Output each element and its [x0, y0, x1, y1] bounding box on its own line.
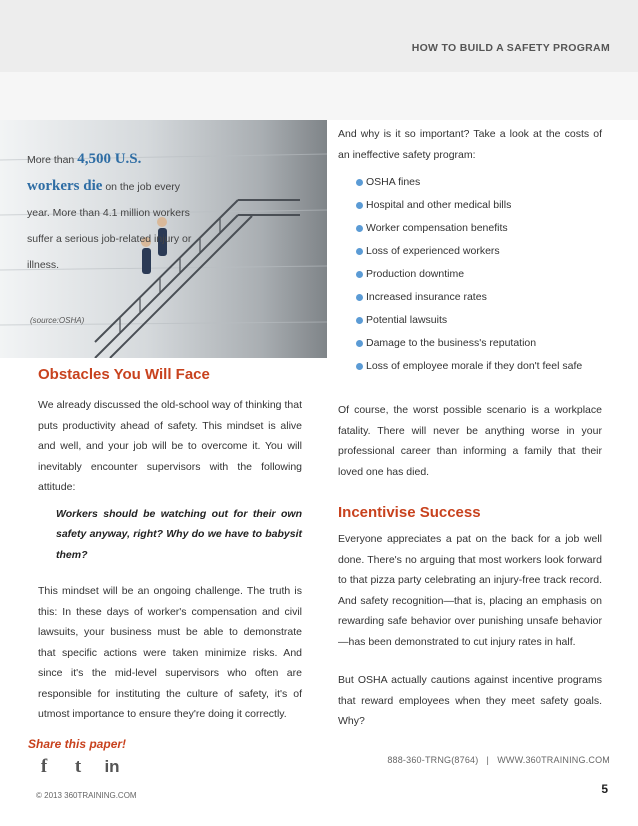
running-header: HOW TO BUILD A SAFETY PROGRAM — [411, 42, 610, 54]
bullet-icon — [356, 248, 363, 255]
incentive-paragraph-1: Everyone appreciates a pat on the back for a job well done. There's no arguing that most workers look forward to that pizza party celebrating an injury-free track record. And safety recognition—that is, placing an emphasis on rewarding safe behavior over punishing unsafe behavior—has been demonstrated to cut injury rates in half. — [338, 533, 602, 648]
linkedin-icon[interactable]: in — [104, 757, 120, 776]
hero-text-rest: on the job every year. More than 4.1 million workers suffer a serious job-related injury or illness. — [27, 181, 192, 271]
hero-text-lead: More than — [27, 154, 78, 166]
facebook-icon[interactable]: f — [40, 756, 48, 777]
hero-image — [0, 120, 327, 358]
list-item: Worker compensation benefits — [338, 217, 602, 240]
bullet-icon — [356, 202, 363, 209]
social-links — [30, 755, 126, 779]
hero-highlight-phrase: workers die — [27, 178, 103, 194]
costs-list — [338, 171, 602, 378]
bullet-icon — [356, 179, 363, 186]
right-column — [338, 124, 602, 732]
bullet-icon — [356, 340, 363, 347]
hero-highlight-number: 4,500 U.S. — [77, 151, 142, 167]
page-number: 5 — [601, 782, 608, 796]
list-item: Hospital and other medical bills — [338, 194, 602, 217]
costs-intro: And why is it so important? Take a look at the costs of an ineffective safety program: — [338, 128, 602, 161]
bullet-icon — [356, 271, 363, 278]
bullet-icon — [356, 363, 363, 370]
heading-incentivise: Incentivise Success — [338, 504, 481, 521]
list-item: Damage to the business's reputation — [338, 332, 602, 355]
hero-statistic — [27, 146, 197, 278]
supervisor-quote: Workers should be watching out for their own safety anyway, right? Why do we have to babysit them? — [56, 507, 302, 561]
obstacles-paragraph-2: This mindset will be an ongoing challenge. The truth is this: In these days of worker's compensation and civil lawsuits, your business must be able to demonstrate that specific actions were taken minimize risks. And since it's the mid-level supervisors who often are responsible for instituting the culture of safety, it's of utmost importance to ensure they're doing it correctly. — [38, 585, 302, 720]
twitter-icon[interactable]: t — [74, 756, 82, 777]
list-item: Loss of experienced workers — [338, 240, 602, 263]
left-column — [38, 366, 302, 725]
contact-info: 888-360-TRNG(8764) | WWW.360TRAINING.COM — [387, 755, 610, 765]
bullet-icon — [356, 225, 363, 232]
fatality-paragraph: Of course, the worst possible scenario is a workplace fatality. There will never be anything worse in your professional career than informing a family that their loved one has died. — [338, 404, 602, 478]
copyright: © 2013 360TRAINING.COM — [36, 791, 137, 800]
share-label: Share this paper! — [28, 737, 127, 751]
bullet-icon — [356, 294, 363, 301]
list-item: Loss of employee morale if they don't feel safe — [338, 355, 602, 378]
list-item: Increased insurance rates — [338, 286, 602, 309]
list-item: Potential lawsuits — [338, 309, 602, 332]
heading-obstacles: Obstacles You Will Face — [38, 366, 210, 383]
incentive-paragraph-2: But OSHA actually cautions against incentive programs that reward employees when they meet safety goals. Why? — [338, 674, 602, 727]
bullet-icon — [356, 317, 363, 324]
obstacles-paragraph-1: We already discussed the old-school way of thinking that puts productivity ahead of safety. This mindset is alive and well, and your job will be to overcome it. You will inevitably encounter supervisors with the following attitude: — [38, 399, 302, 493]
list-item: OSHA fines — [338, 171, 602, 194]
hero-source: (source:OSHA) — [30, 316, 85, 325]
list-item: Production downtime — [338, 263, 602, 286]
header-band — [0, 0, 638, 120]
